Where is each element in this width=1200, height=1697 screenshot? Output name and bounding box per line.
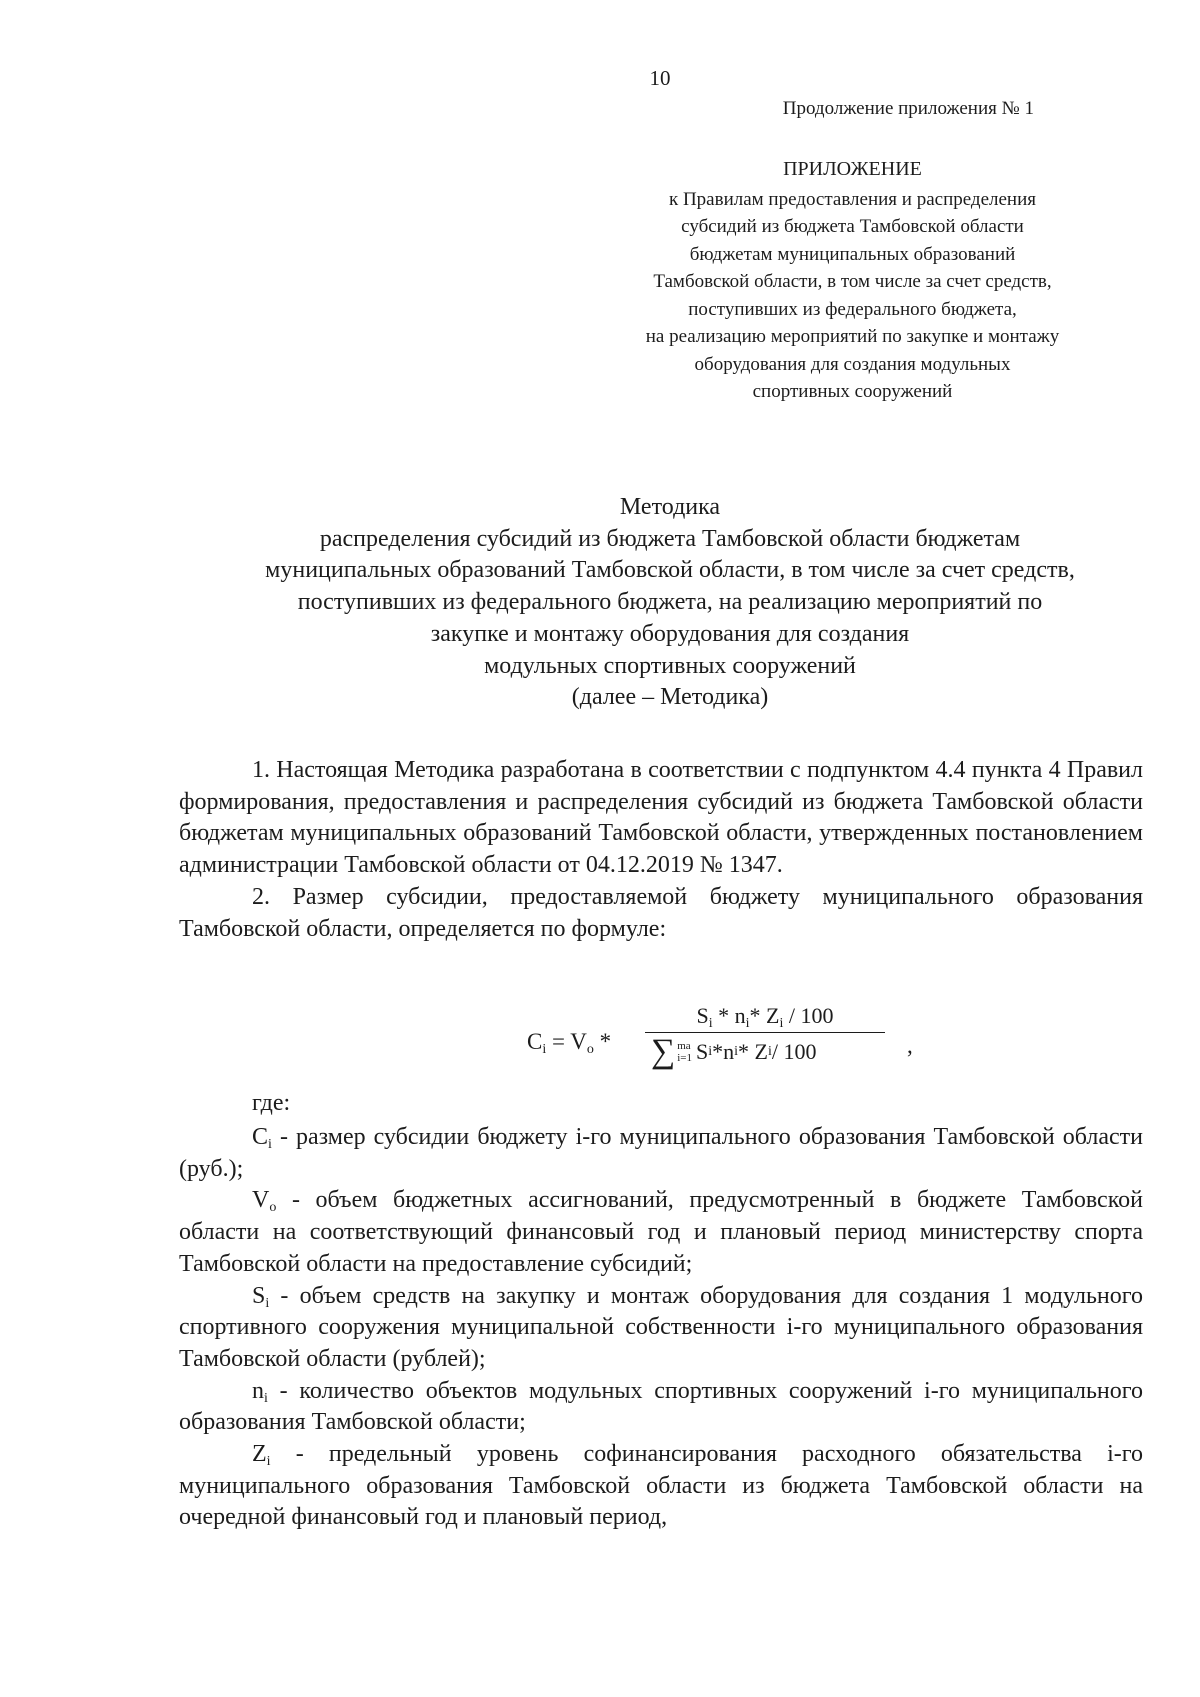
appendix-line: на реализацию мероприятий по закупке и монтажу (645, 326, 1060, 347)
definition-z: $Z_i$ - предельный уровень софинансирования расходного обязательства i-го муниципального образования Тамбовской области из бюджета Тамбовской области на очередной финансовый год и плановый период, (179, 1441, 1143, 1531)
method-title-line: распределения субсидий из бюджета Тамбовской области бюджетам (319, 525, 1021, 552)
method-title-line: модульных спортивных сооружений (484, 652, 856, 679)
appendix-block (585, 156, 1120, 406)
paragraph-2: 2. Размер субсидии, предоставляемой бюджету муниципального образования Тамбовской области, определяется по формуле: (179, 883, 1143, 942)
appendix-line: к Правилам предоставления и распределения (668, 188, 1037, 210)
paragraph-1: 1. Настоящая Методика разработана в соответствии с подпунктом 4.4 пункта 4 Правил формирования, предоставления и распределения субсидий из бюджета Тамбовской области бюджетам муниципальных образований Тамбовской области, утвержденных постановлением администрации Тамбовской области от 04.12.2019 № 1347. (179, 757, 1143, 879)
sigma-icon: ∑ (651, 1033, 676, 1070)
method-title-line: муниципальных образований Тамбовской области, в том числе за счет средств, (265, 557, 1075, 584)
definition-v: $V_o$ - объем бюджетных ассигнований, предусмотренный в бюджете Тамбовской области на соответствующий финансовый год и плановый период министерству спорта Тамбовской области на предоставление субсидий; (179, 1187, 1143, 1277)
method-title-line: Методика (619, 494, 721, 520)
definition-c: $C_i$ - размер субсидии бюджету i-го муниципального образования Тамбовской области (руб.); (179, 1124, 1143, 1182)
definition-s: $S_i$ - объем средств на закупку и монтаж оборудования для создания 1 модульного спортивного сооружения муниципальной собственности i-го муниципального образования Тамбовской области (рублей); (179, 1282, 1143, 1372)
formula-lhs: $C_i = V_o$ * (527, 1029, 612, 1057)
appendix-title: ПРИЛОЖЕНИЕ (783, 158, 922, 180)
where-label: где: (252, 1090, 291, 1116)
page-number: 10 (649, 66, 671, 90)
definitions (179, 1122, 1143, 1534)
appendix-line: бюджетам муниципальных образований (689, 243, 1016, 265)
method-title-line: (далее – Методика) (571, 684, 769, 711)
formula-fraction (645, 1003, 885, 1069)
formula-numerator: $S_i * n_i*$ $Z_i / 100$ (696, 1003, 834, 1031)
appendix-line: спортивных сооружений (752, 381, 953, 402)
formula-comma: , (907, 1033, 913, 1058)
appendix-line: оборудования для создания модульных (694, 353, 1011, 375)
continuation-note: Продолжение приложения № 1 (782, 98, 1034, 119)
body-paragraphs (179, 755, 1143, 945)
method-title (160, 492, 1180, 714)
appendix-line: поступивших из федерального бюджета, (688, 298, 1017, 320)
appendix-line: Тамбовской области, в том числе за счет средств, (653, 271, 1052, 292)
method-title-line: закупке и монтажу оборудования для создания (430, 620, 910, 647)
fraction-bar (645, 1032, 885, 1033)
definition-n: $n_i$ - количество объектов модульных спортивных сооружений i-го муниципального образования Тамбовской области; (179, 1377, 1143, 1436)
sum-limits: ma i=1 (677, 1040, 693, 1064)
appendix-line: субсидий из бюджета Тамбовской области (681, 216, 1024, 237)
method-title-line: поступивших из федерального бюджета, на реализацию мероприятий по (297, 589, 1043, 616)
formula-denominator: ∑ ma i=1 S i *n i * Z i / 100 (651, 1033, 817, 1070)
